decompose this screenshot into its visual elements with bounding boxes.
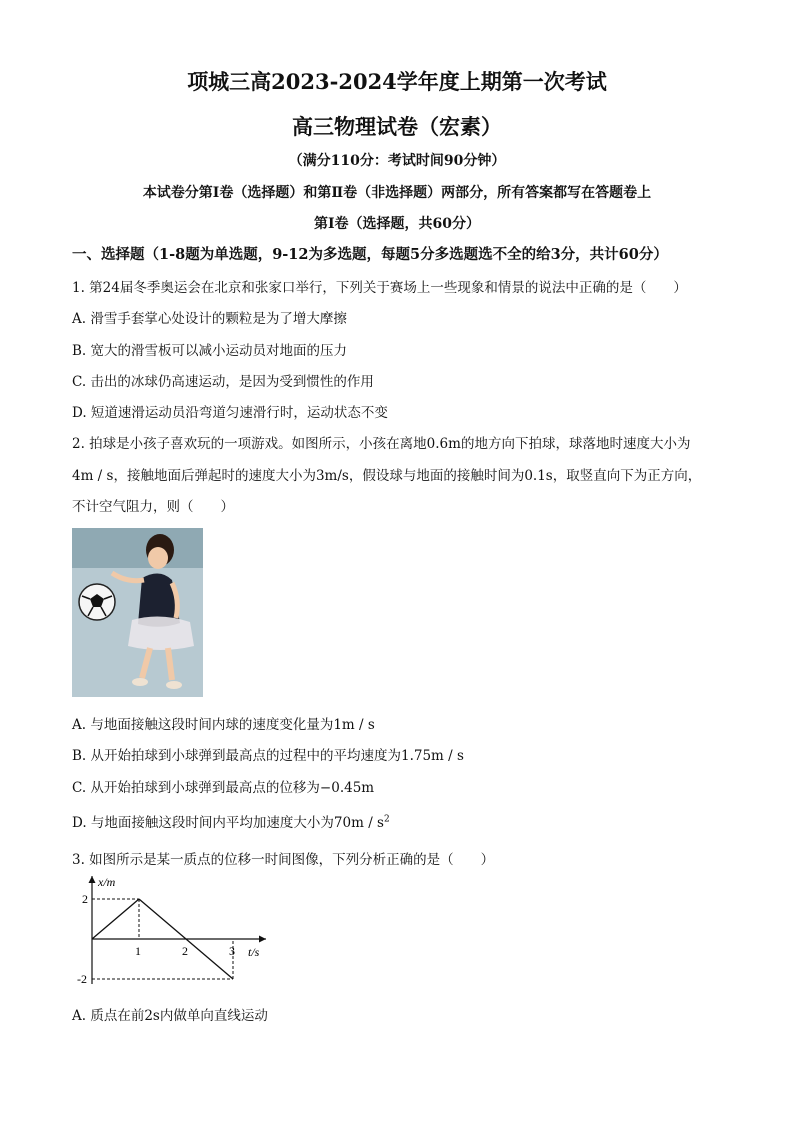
section1-heading: 一、选择题（1-8题为单选题，9-12为多选题，每题5分多选题选不全的给3分，共计60分） [72, 246, 668, 263]
xt-segment [186, 939, 233, 979]
x-tick-label: 2 [182, 944, 188, 958]
q1-stem: 1. 第24届冬季奥运会在北京和张家口举行，下列关于赛场上一些现象和情景的说法中正确的是（ ） [72, 280, 687, 296]
y-axis-label: x/m [98, 875, 116, 889]
q1-option-a: A. 滑雪手套掌心处设计的颗粒是为了增大摩擦 [72, 311, 347, 327]
xt-segment [92, 899, 139, 939]
q3-option-a: A. 质点在前2s内做单向直线运动 [72, 1008, 268, 1024]
xt-segment [139, 899, 186, 939]
q1-option-c: C. 击出的冰球仍高速运动，是因为受到惯性的作用 [72, 374, 374, 390]
q2-option-c: C. 从开始拍球到小球弹到最高点的位移为−0.45m [72, 780, 375, 796]
q2-stem-line-3: 不计空气阻力，则（ ） [72, 499, 234, 515]
q2-option-d [72, 811, 390, 831]
q2-option-d-text: D. 与地面接触这段时间内平均加速度大小为70m / s [72, 815, 384, 831]
instructions: 本试卷分第Ⅰ卷（选择题）和第Ⅱ卷（非选择题）两部分，所有答案都写在答题卷上 [142, 185, 652, 201]
q3-stem: 3. 如图所示是某一质点的位移一时间图像，下列分析正确的是（ ） [72, 852, 495, 868]
x-tick-label: 3 [229, 944, 235, 958]
x-axis-label: t/s [248, 945, 260, 959]
q2-stem-line-2: 4m / s，接触地面后弹起时的速度大小为3m/s，假设球与地面的接触时间为0.1s，取竖直向下为正方向， [72, 468, 702, 484]
q1-option-b: B. 宽大的滑雪板可以减小运动员对地面的压力 [72, 343, 348, 359]
q2-option-b: B. 从开始拍球到小球弹到最高点的过程中的平均速度为1.75m / s [72, 748, 464, 764]
q2-option-a: A. 与地面接触这段时间内球的速度变化量为1m / s [72, 717, 375, 733]
q2-option-d-exponent: 2 [383, 814, 390, 825]
exam-subtitle: 高三物理试卷（宏素） [292, 114, 502, 139]
position-time-graph [72, 870, 272, 990]
q1-option-d: D. 短道速滑运动员沿弯道匀速滑行时，运动状态不变 [72, 405, 388, 421]
y-tick-label: 2 [82, 892, 88, 906]
q2-stem-line-1: 2. 拍球是小孩子喜欢玩的一项游戏。如图所示，小孩在离地0.6m的地方向下拍球，球落地时速度大小为 [72, 436, 691, 452]
girl-bouncing-ball-photo [72, 528, 203, 697]
x-tick-label: 1 [135, 944, 141, 958]
y-tick-label: -2 [77, 972, 87, 986]
score-time-note: （满分110分：考试时间90分钟） [288, 153, 506, 169]
exam-title: 项城三高2023-2024学年度上期第一次考试 [187, 69, 607, 94]
part1-title: 第Ⅰ卷（选择题，共60分） [313, 216, 481, 232]
